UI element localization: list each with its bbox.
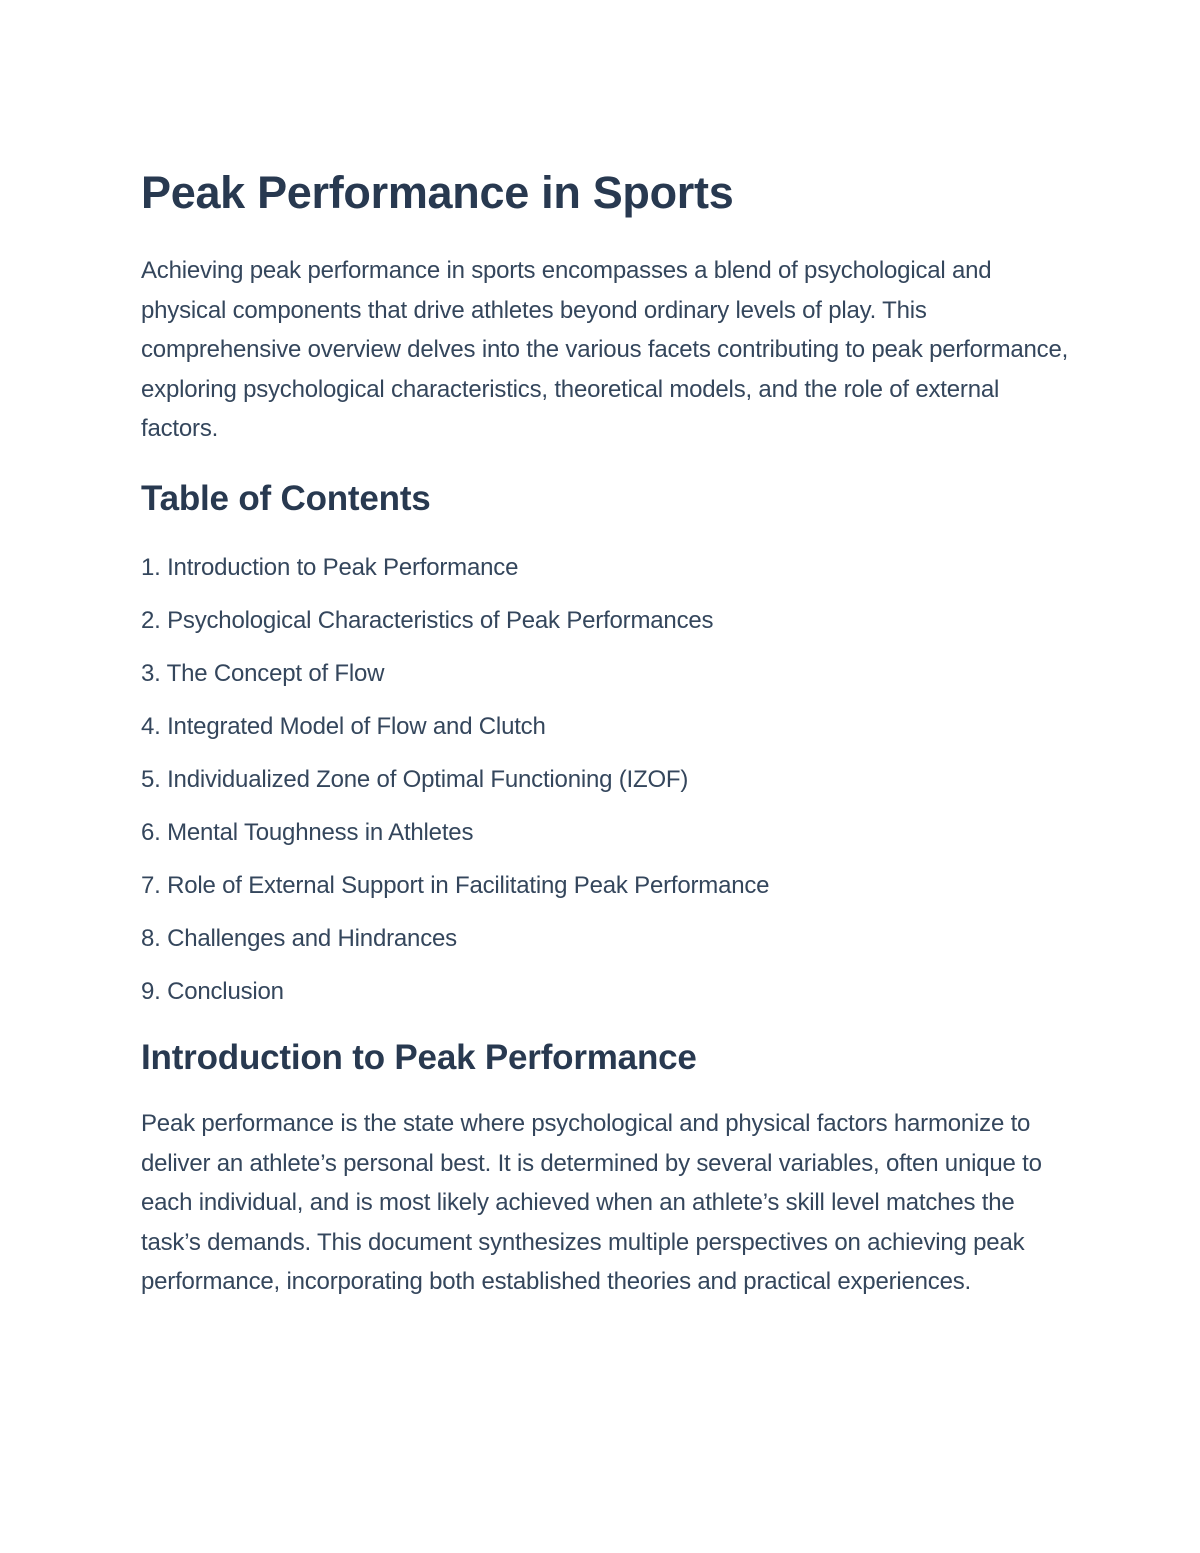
section-heading: Introduction to Peak Performance <box>141 1037 697 1077</box>
table-of-contents <box>141 541 1071 1018</box>
intro-paragraph: Achieving peak performance in sports encompasses a blend of psychological and physical components that drive athletes beyond ordinary levels of play. This comprehensive overview delves into the various facets contributing to peak performance, exploring psychological characteristics, theoretical models, and the role of external factors. <box>141 257 1069 443</box>
toc-item: 6. Mental Toughness in Athletes <box>141 818 474 846</box>
document-page <box>141 165 1071 1302</box>
toc-item: 2. Psychological Characteristics of Peak Performances <box>141 606 714 634</box>
toc-item: 4. Integrated Model of Flow and Clutch <box>141 712 546 740</box>
toc-item: 5. Individualized Zone of Optimal Functioning (IZOF) <box>141 765 689 793</box>
toc-item: 8. Challenges and Hindrances <box>141 924 457 952</box>
section-paragraph: Peak performance is the state where psychological and physical factors harmonize to deliver an athlete’s personal best. It is determined by several variables, often unique to each individual, and is most likely achieved when an athlete’s skill level matches the task’s demands. This document synthesizes multiple perspectives on achieving peak performance, incorporating both established theories and practical experiences. <box>141 1109 1042 1296</box>
document-title: Peak Performance in Sports <box>141 167 734 218</box>
toc-item: 1. Introduction to Peak Performance <box>141 553 519 581</box>
toc-item: 9. Conclusion <box>141 977 284 1005</box>
toc-item: 3. The Concept of Flow <box>141 659 385 687</box>
toc-item: 7. Role of External Support in Facilitating Peak Performance <box>141 871 770 899</box>
toc-heading: Table of Contents <box>141 478 431 518</box>
